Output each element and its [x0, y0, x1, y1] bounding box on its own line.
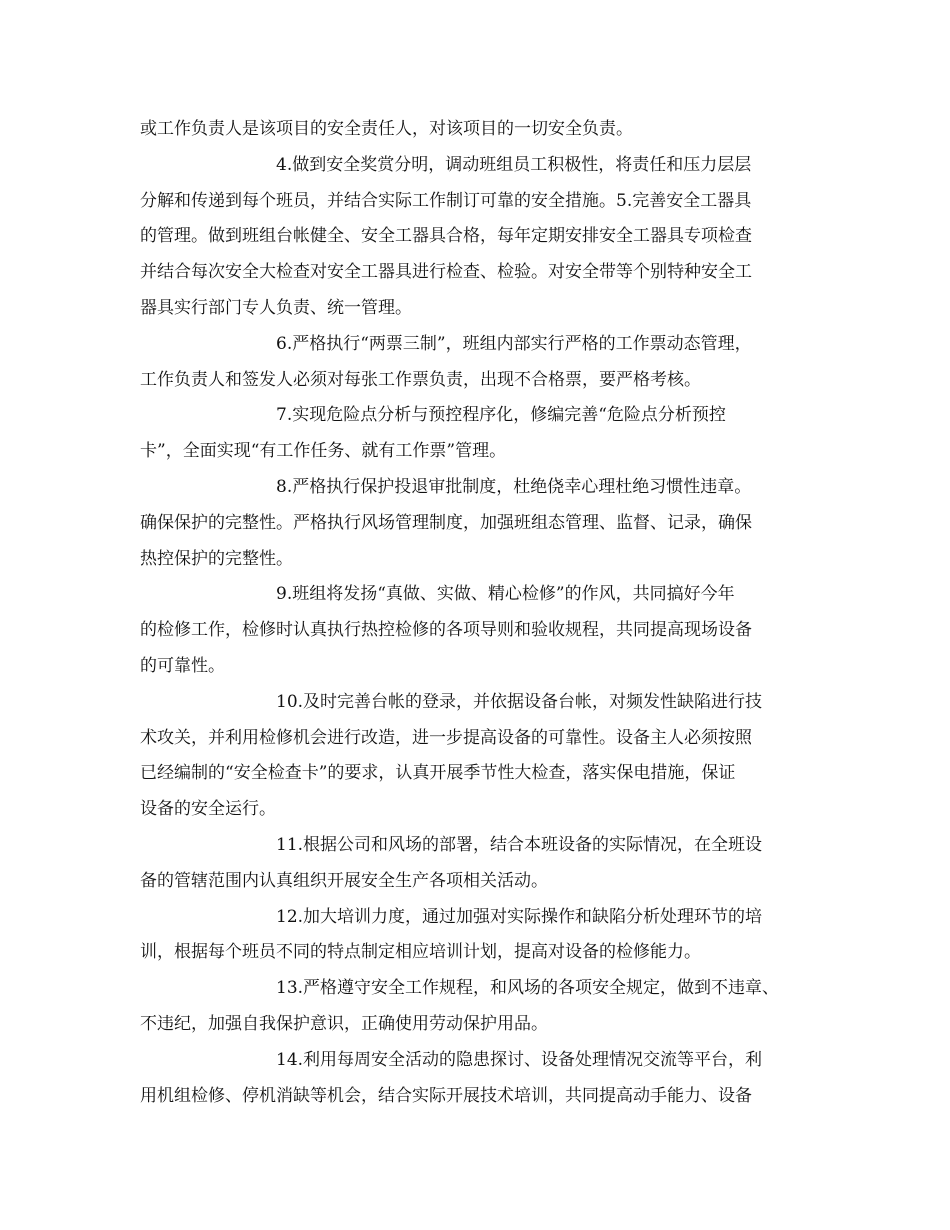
text-line: 卡”，全面实现“有工作任务、就有工作票”管理。: [140, 441, 507, 462]
text-line: 用机组检修、停机消缺等机会，结合实际开展技术培训，共同提高动手能力、设备: [140, 1085, 752, 1106]
text-line: 的可靠性。: [140, 655, 225, 676]
text-line: 7.实现危险点分析与预控程序化，修编完善“危险点分析预控: [276, 405, 726, 426]
text-line: 14.利用每周安全活动的隐患探讨、设备处理情况交流等平台，利: [276, 1049, 763, 1070]
text-line: 备的管辖范围内认真组织开展安全生产各项相关活动。: [140, 870, 548, 891]
text-line: 9.班组将发扬“真做、实做、精心检修”的作风，共同搞好今年: [276, 584, 735, 605]
text-line: 的检修工作，检修时认真执行热控检修的各项导则和验收规程，共同提高现场设备: [140, 620, 752, 641]
text-line: 并结合每次安全大检查对安全工器具进行检查、检验。对安全带等个别特种安全工: [140, 262, 752, 283]
text-line: 设备的安全运行。: [140, 799, 276, 820]
text-line: 热控保护的完整性。: [140, 548, 293, 569]
text-line: 10.及时完善台帐的登录，并依据设备台帐，对频发性缺陷进行技: [276, 691, 763, 712]
text-line: 12.加大培训力度，通过加强对实际操作和缺陷分析处理环节的培: [276, 906, 763, 927]
text-line: 8.严格执行保护投退审批制度，杜绝侥幸心理杜绝习惯性违章。: [276, 476, 752, 497]
text-line: 已经编制的“安全检查卡”的要求，认真开展季节性大检查，落实保电措施，保证: [140, 763, 736, 784]
document-body: [140, 112, 816, 1114]
text-line: 工作负责人和签发人必须对每张工作票负责，出现不合格票，要严格考核。: [140, 369, 701, 390]
text-line: 训，根据每个班员不同的特点制定相应培训计划，提高对设备的检修能力。: [140, 942, 701, 963]
text-line: 分解和传递到每个班员，并结合实际工作制订可靠的安全措施。5.完善安全工器具: [140, 190, 752, 211]
text-line: 不违纪，加强自我保护意识，正确使用劳动保护用品。: [140, 1013, 548, 1034]
text-line: 术攻关，并利用检修机会进行改造，进一步提高设备的可靠性。设备主人必须按照: [140, 727, 752, 748]
text-line: 6.严格执行“两票三制”，班组内部实行严格的工作票动态管理，: [276, 333, 752, 354]
text-line: 13.严格遵守安全工作规程，和风场的各项安全规定，做到不违章、: [276, 978, 780, 999]
text-line: 4.做到安全奖赏分明，调动班组员工积极性，将责任和压力层层: [276, 154, 752, 175]
text-line: 的管理。做到班组台帐健全、安全工器具合格，每年定期安排安全工器具专项检查: [140, 226, 752, 247]
text-line: 11.根据公司和风场的部署，结合本班设备的实际情况，在全班设: [276, 834, 763, 855]
text-line: 确保保护的完整性。严格执行风场管理制度，加强班组态管理、监督、记录，确保: [140, 512, 752, 533]
text-line: 器具实行部门专人负责、统一管理。: [140, 297, 412, 318]
text-line: 或工作负责人是该项目的安全责任人，对该项目的一切安全负责。: [140, 119, 633, 139]
